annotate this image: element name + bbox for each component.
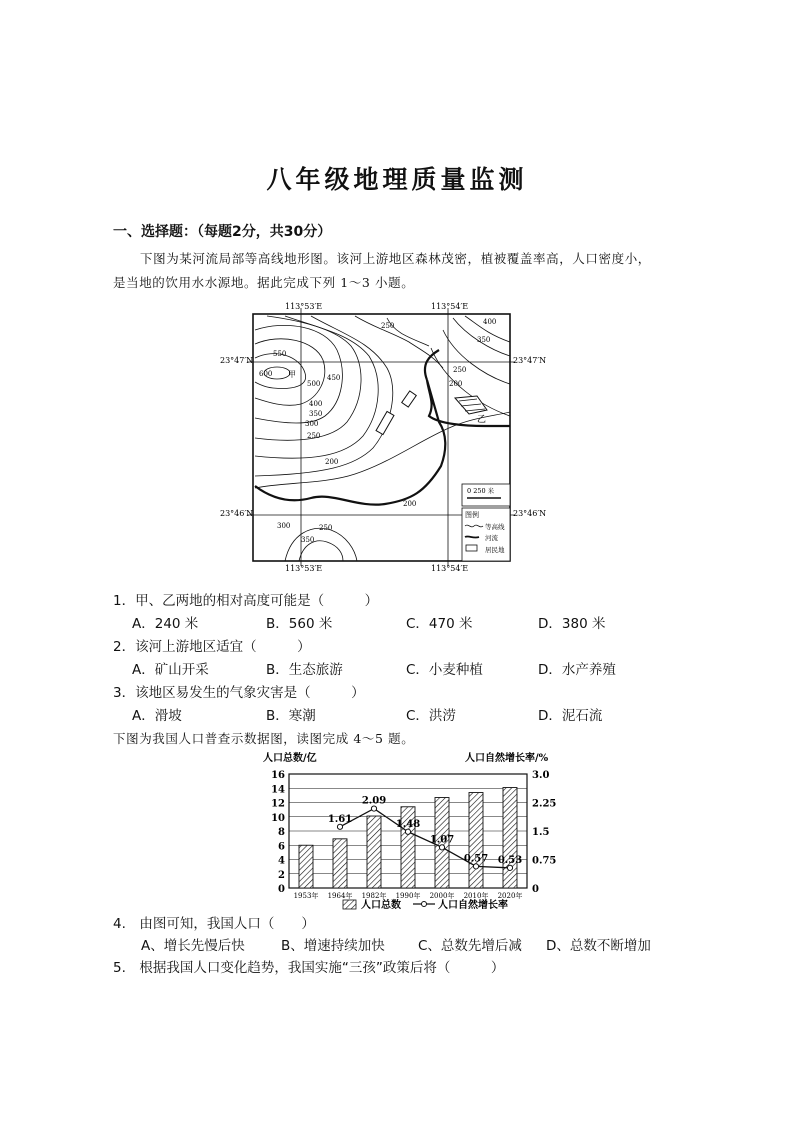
legend-line-label: 人口自然增长率	[438, 900, 508, 911]
place-jia: 甲	[288, 370, 296, 379]
bar-0	[299, 845, 313, 888]
y-axis-label-left: 人口总数/亿	[263, 753, 317, 764]
growth-label-1: 1.61	[327, 813, 353, 825]
question-3: 3．该地区易发生的气象灾害是（ ）	[113, 685, 365, 701]
q3-option-a[interactable]: A．滑坡	[132, 708, 182, 724]
svg-text:350: 350	[477, 336, 491, 344]
chart-intro: 下图为我国人口普查示数据图，读图完成 4～5 题。	[113, 731, 415, 746]
q4-option-a[interactable]: A、增长先慢后快	[141, 938, 245, 954]
x-tick-label: 1964年	[327, 892, 353, 900]
question-5: 5. 根据我国人口变化趋势，我国实施“三孩”政策后将（ ）	[113, 960, 505, 976]
growth-point-6	[507, 865, 512, 870]
y-tick-left: 10	[271, 812, 285, 824]
y-tick-left: 16	[271, 770, 285, 781]
svg-text:250: 250	[453, 366, 467, 374]
x-tick-label: 2010年	[463, 892, 489, 900]
bar-2	[367, 816, 381, 888]
x-tick-label: 1953年	[293, 892, 319, 900]
y-tick-left: 8	[278, 827, 285, 838]
svg-text:250: 250	[307, 432, 321, 440]
y-tick-left: 6	[278, 841, 285, 853]
q2-option-a[interactable]: A．矿山开采	[132, 662, 209, 678]
svg-text:200: 200	[403, 500, 417, 508]
svg-text:550: 550	[273, 350, 287, 358]
y-tick-right: 3.0	[532, 770, 550, 781]
svg-text:400: 400	[483, 318, 497, 326]
svg-text:500: 500	[307, 380, 321, 388]
chart-legend	[343, 898, 508, 911]
growth-point-2	[371, 806, 376, 811]
svg-text:河流: 河流	[485, 534, 498, 542]
y-tick-left: 12	[271, 798, 285, 810]
growth-label-5: 0.57	[463, 853, 489, 865]
y-tick-left: 0	[278, 884, 285, 895]
x-tick-label: 1990年	[395, 892, 421, 900]
q3-option-d[interactable]: D．泥石流	[538, 708, 603, 724]
bar-6	[503, 788, 517, 888]
growth-point-5	[473, 864, 478, 869]
lat-label-top-right: 23°47′N	[513, 356, 547, 365]
svg-text:居民地: 居民地	[485, 546, 505, 554]
q3-option-c[interactable]: C．洪涝	[406, 708, 456, 724]
question-4: 4. 由图可知，我国人口（ ）	[113, 916, 315, 932]
svg-text:200: 200	[325, 458, 339, 466]
q2-option-c[interactable]: C．小麦种植	[406, 662, 483, 678]
q4-option-d[interactable]: D、总数不断增加	[546, 938, 651, 954]
y-tick-right: 0.75	[532, 855, 557, 867]
svg-text:450: 450	[327, 374, 341, 382]
lat-label-top-left: 23°47′N	[220, 356, 254, 365]
q1-option-b[interactable]: B．560 米	[266, 616, 333, 632]
y-tick-right: 0	[532, 884, 539, 895]
growth-label-3: 1.48	[395, 818, 421, 830]
lon-label-right-bottom: 113°54′E	[431, 564, 469, 573]
section-heading: 一、选择题：（每题2分，共30分）	[113, 224, 332, 240]
intro-line-1: 下图为某河流局部等高线地形图。该河上游地区森林茂密，植被覆盖率高，人口密度小，	[140, 251, 651, 266]
map-legend	[462, 484, 510, 561]
svg-text:等高线: 等高线	[485, 523, 505, 531]
y-tick-left: 4	[278, 855, 285, 867]
growth-label-6: 0.53	[497, 854, 523, 866]
svg-text:200: 200	[449, 380, 463, 388]
growth-label-2: 2.09	[361, 795, 387, 807]
q2-option-b[interactable]: B．生态旅游	[266, 662, 343, 678]
q4-option-c[interactable]: C、总数先增后减	[418, 938, 522, 954]
x-tick-label: 2020年	[497, 892, 523, 900]
bar-1	[333, 839, 347, 888]
svg-text:300: 300	[277, 522, 291, 530]
growth-point-3	[405, 829, 410, 834]
lat-label-bottom-right: 23°46′N	[513, 509, 547, 518]
lon-label-left-bottom: 113°53′E	[285, 564, 323, 573]
svg-text:600: 600	[259, 370, 273, 378]
lon-label-right: 113°54′E	[431, 302, 469, 311]
q1-option-c[interactable]: C．470 米	[406, 616, 473, 632]
svg-text:250: 250	[319, 524, 333, 532]
x-tick-label: 2000年	[429, 892, 455, 900]
lon-label-left: 113°53′E	[285, 302, 323, 311]
contour-map	[215, 298, 550, 573]
legend-bar-label: 人口总数	[361, 900, 401, 911]
y-axis-label-right: 人口自然增长率/%	[465, 753, 549, 764]
q4-option-b[interactable]: B、增速持续加快	[281, 938, 385, 954]
intro-line-2: 是当地的饮用水水源地。据此完成下列 1～3 小题。	[113, 275, 415, 290]
q3-option-b[interactable]: B．寒潮	[266, 708, 316, 724]
svg-text:300: 300	[305, 420, 319, 428]
svg-text:350: 350	[309, 410, 323, 418]
population-chart	[255, 750, 585, 912]
page-title: 八年级地理质量监测	[266, 165, 528, 194]
q1-option-d[interactable]: D．380 米	[538, 616, 606, 632]
question-2: 2．该河上游地区适宜（ ）	[113, 639, 311, 655]
place-yi: 乙	[477, 415, 487, 425]
bar-5	[469, 793, 483, 888]
y-tick-right: 2.25	[532, 798, 557, 810]
y-tick-left: 14	[271, 784, 285, 796]
question-1: 1．甲、乙两地的相对高度可能是（ ）	[113, 593, 379, 609]
growth-label-4: 1.07	[429, 834, 455, 846]
svg-text:250: 250	[381, 322, 395, 330]
svg-text:0 250 米: 0 250 米	[467, 487, 495, 495]
y-tick-left: 2	[278, 869, 285, 881]
lat-label-bottom-left: 23°46′N	[220, 509, 254, 518]
q2-option-d[interactable]: D．水产养殖	[538, 662, 616, 678]
growth-point-4	[439, 845, 444, 850]
svg-text:350: 350	[301, 536, 315, 544]
x-tick-label: 1982年	[361, 892, 387, 900]
svg-text:图例: 图例	[465, 511, 479, 519]
svg-text:400: 400	[309, 400, 323, 408]
y-tick-right: 1.5	[532, 827, 550, 838]
q1-option-a[interactable]: A．240 米	[132, 616, 199, 632]
growth-point-1	[337, 824, 342, 829]
